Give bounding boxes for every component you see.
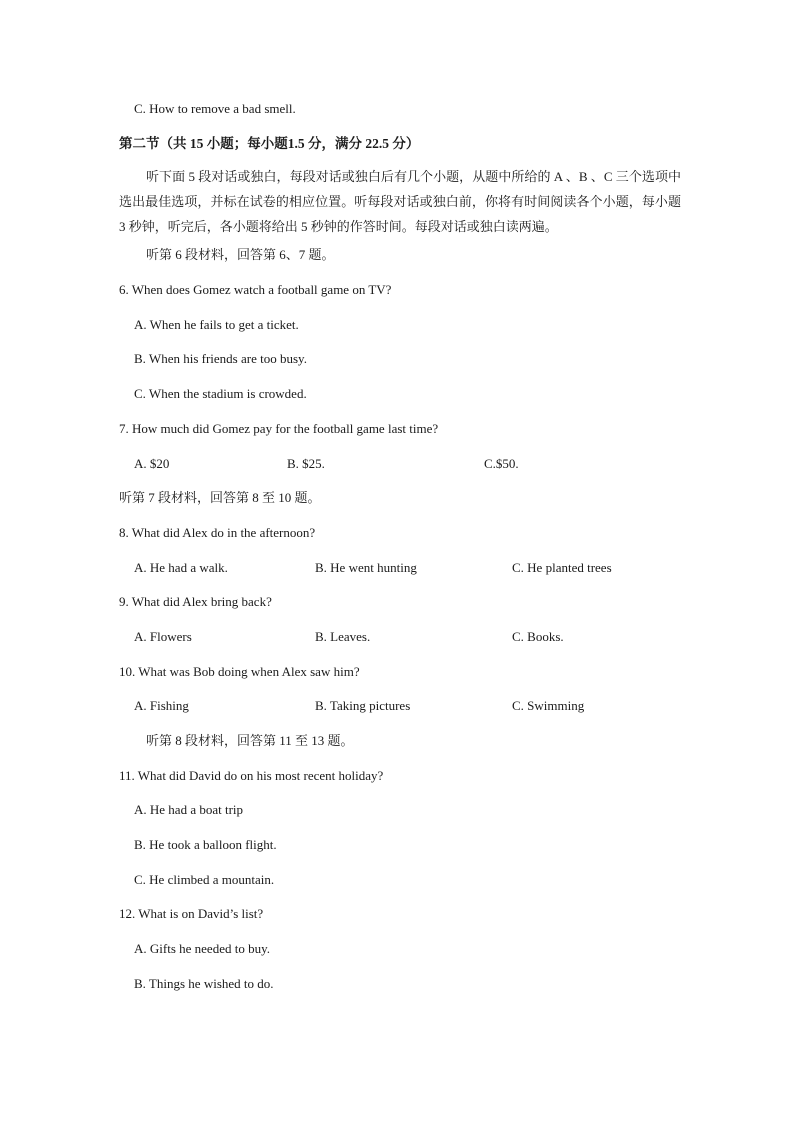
question-7-option-c: C.$50. [484, 456, 519, 471]
question-6-option-c: C. When the stadium is crowded. [134, 386, 307, 401]
question-9-option-a: A. Flowers [134, 629, 192, 644]
question-8-option-c: C. He planted trees [512, 560, 612, 575]
question-7-option-b: B. $25. [287, 456, 325, 471]
group-label-7: 听第 7 段材料，回答第 8 至 10 题。 [119, 490, 321, 505]
question-9-option-c: C. Books. [512, 629, 564, 644]
question-6-option-b: B. When his friends are too busy. [134, 351, 307, 366]
question-6-stem: 6. When does Gomez watch a football game on TV? [119, 282, 392, 297]
question-7-stem: 7. How much did Gomez pay for the football game last time? [119, 421, 439, 436]
question-6-option-a: A. When he fails to get a ticket. [134, 317, 299, 332]
question-11-option-a: A. He had a boat trip [134, 802, 244, 817]
question-12-option-a: A. Gifts he needed to buy. [134, 941, 270, 956]
question-9-option-b: B. Leaves. [315, 629, 371, 644]
question-12-option-b: B. Things he wished to do. [134, 976, 274, 991]
group-label-8: 听第 8 段材料，回答第 11 至 13 题。 [146, 733, 354, 748]
group-label-6: 听第 6 段材料，回答第 6、7 题。 [146, 247, 335, 262]
question-9-stem: 9. What did Alex bring back? [119, 594, 272, 609]
section-heading: 第二节（共 15 小题；每小题1.5 分，满分 22.5 分） [119, 136, 420, 151]
question-10-option-c: C. Swimming [512, 698, 585, 713]
section-instructions: 听下面 5 段对话或独白，每段对话或独白后有几个小题，从题中所给的 A 、B 、C 三个选项中选出最佳选项，并标在试卷的相应位置。听每段对话或独白前，你将有时间阅读各个小题，每小题 3 秒钟，听完后，各小题将给出 5 秒钟的作答时间。每段对话或独白读两遍。 [119, 169, 681, 234]
question-10-option-b: B. Taking pictures [315, 698, 411, 713]
question-10-stem: 10. What was Bob doing when Alex saw him? [119, 664, 360, 679]
question-8-stem: 8. What did Alex do in the afternoon? [119, 525, 316, 540]
question-8-option-b: B. He went hunting [315, 560, 417, 575]
question-11-option-b: B. He took a balloon flight. [134, 837, 277, 852]
question-7-option-a: A. $20 [134, 456, 170, 471]
question-10-option-a: A. Fishing [134, 698, 189, 713]
question-11-option-c: C. He climbed a mountain. [134, 872, 275, 887]
top-option-c: C. How to remove a bad smell. [134, 101, 296, 116]
question-12-stem: 12. What is on David’s list? [119, 906, 264, 921]
question-8-option-a: A. He had a walk. [134, 560, 228, 575]
question-11-stem: 11. What did David do on his most recent holiday? [119, 768, 384, 783]
